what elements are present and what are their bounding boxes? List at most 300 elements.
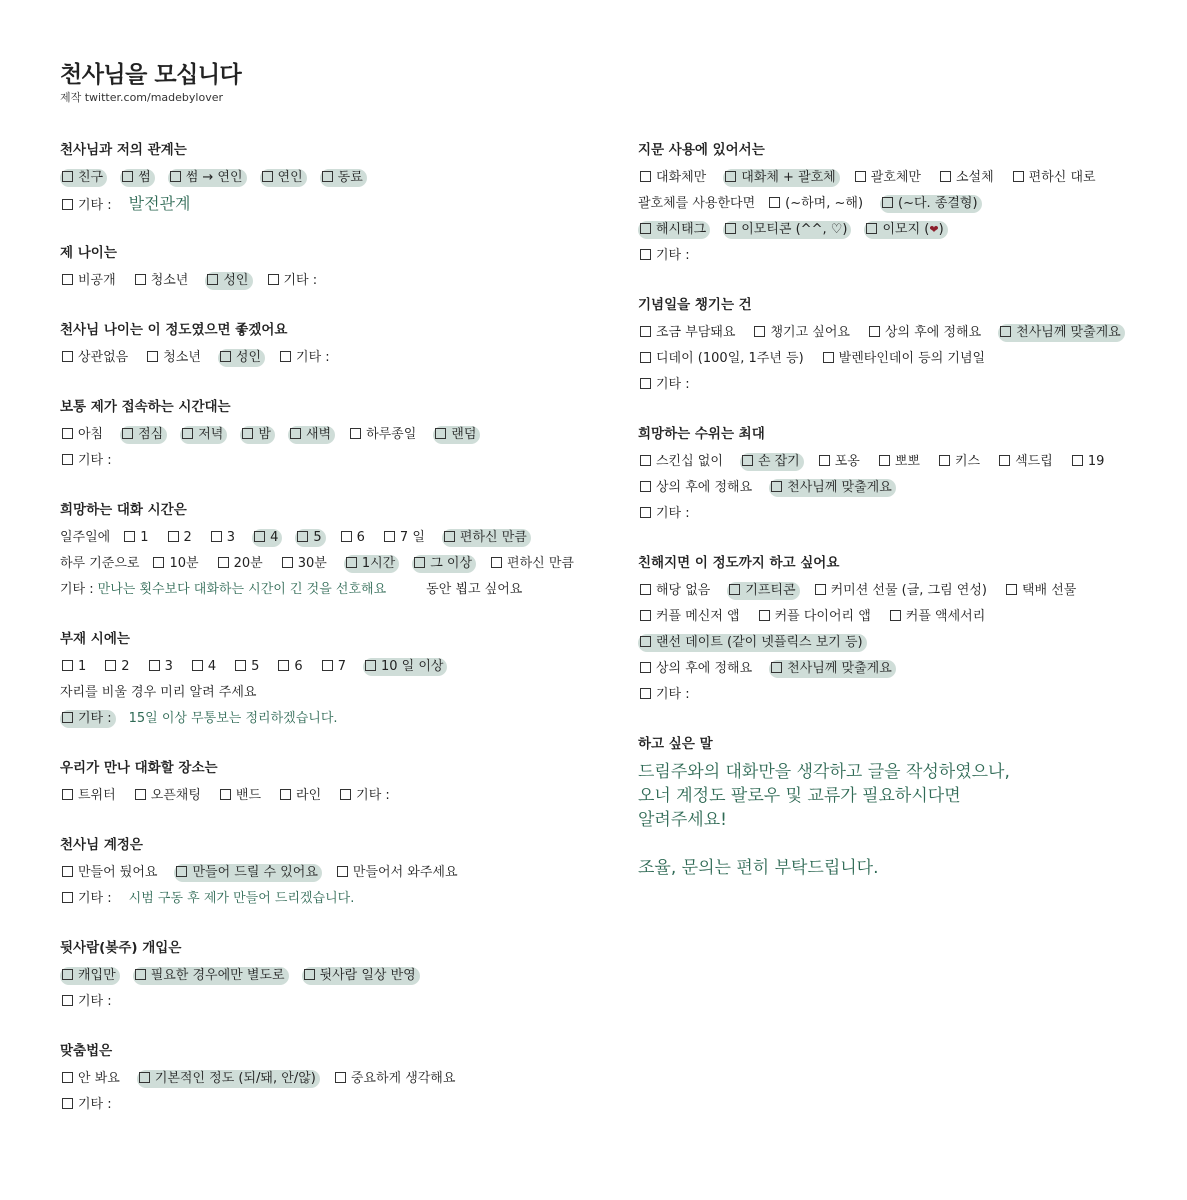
checkbox-option[interactable] bbox=[280, 555, 331, 573]
checkbox-option[interactable] bbox=[260, 169, 307, 187]
checkbox[interactable] bbox=[182, 428, 193, 439]
checkbox[interactable] bbox=[879, 455, 890, 466]
checkbox[interactable] bbox=[337, 866, 348, 877]
question-title: 제 나이는 bbox=[60, 245, 117, 261]
checkbox-option[interactable] bbox=[233, 658, 263, 676]
checkbox-option[interactable] bbox=[216, 555, 267, 573]
checkbox[interactable] bbox=[640, 507, 651, 518]
checkbox[interactable] bbox=[1006, 584, 1017, 595]
option-label: 랜덤 bbox=[451, 427, 477, 442]
checkbox[interactable] bbox=[729, 584, 740, 595]
checkbox-option[interactable] bbox=[412, 555, 476, 573]
checkbox-option[interactable] bbox=[335, 864, 462, 882]
checkbox[interactable] bbox=[640, 378, 651, 389]
checkbox[interactable] bbox=[819, 455, 830, 466]
checkbox-option[interactable] bbox=[821, 350, 989, 368]
checkbox-option[interactable] bbox=[60, 658, 90, 676]
checkbox-option[interactable] bbox=[638, 324, 739, 342]
checkbox[interactable] bbox=[62, 660, 73, 671]
checkbox-option[interactable] bbox=[877, 453, 924, 471]
checkbox-option[interactable] bbox=[218, 349, 265, 367]
checkbox-option[interactable] bbox=[320, 658, 350, 676]
checkbox[interactable] bbox=[153, 557, 164, 568]
checkbox[interactable] bbox=[139, 1072, 150, 1083]
checkbox-option[interactable] bbox=[888, 608, 989, 626]
checkbox[interactable] bbox=[280, 351, 291, 362]
checkbox-option[interactable] bbox=[295, 529, 325, 547]
option-label: 밴드 bbox=[235, 788, 262, 803]
checkbox[interactable] bbox=[62, 892, 73, 903]
checkbox[interactable] bbox=[365, 660, 376, 671]
option-label: 섹드립 bbox=[1015, 454, 1053, 469]
checkbox[interactable] bbox=[62, 351, 73, 362]
checkbox-option[interactable] bbox=[638, 169, 710, 187]
question-block bbox=[60, 758, 600, 809]
checkbox-option[interactable] bbox=[60, 967, 120, 985]
checkbox-option[interactable] bbox=[867, 324, 985, 342]
checkbox-option[interactable] bbox=[60, 272, 120, 290]
option-label: 4 bbox=[207, 659, 217, 674]
checkbox[interactable] bbox=[282, 557, 293, 568]
checkbox[interactable] bbox=[62, 199, 73, 210]
checkbox[interactable] bbox=[135, 789, 146, 800]
checkbox[interactable] bbox=[168, 531, 179, 542]
checkbox-option[interactable] bbox=[853, 169, 925, 187]
checkbox-option[interactable] bbox=[638, 350, 808, 368]
checkbox-option[interactable] bbox=[997, 453, 1057, 471]
checkbox-option[interactable] bbox=[998, 324, 1125, 342]
checkbox-option[interactable] bbox=[60, 864, 161, 882]
checkbox[interactable] bbox=[62, 995, 73, 1006]
checkbox-option[interactable] bbox=[638, 582, 714, 600]
checkbox-option[interactable] bbox=[348, 426, 420, 444]
checkbox[interactable] bbox=[262, 171, 273, 182]
checkbox-option[interactable] bbox=[1004, 582, 1080, 600]
row-text: 자리를 비울 경우 미리 알려 주세요 bbox=[60, 685, 257, 700]
checkbox-option[interactable] bbox=[338, 787, 394, 805]
checkbox-option[interactable] bbox=[757, 608, 875, 626]
checkbox[interactable] bbox=[149, 660, 160, 671]
checkbox[interactable] bbox=[640, 662, 651, 673]
checkbox-option[interactable] bbox=[723, 221, 851, 239]
checkbox[interactable] bbox=[290, 428, 301, 439]
option-row bbox=[60, 886, 600, 912]
checkbox-option[interactable] bbox=[60, 710, 116, 728]
option-label: 손 잡기 bbox=[757, 454, 800, 469]
checkbox[interactable] bbox=[278, 660, 289, 671]
checkbox-option[interactable] bbox=[344, 555, 399, 573]
checkbox[interactable] bbox=[176, 866, 187, 877]
option-label: 그 이상 bbox=[430, 556, 473, 571]
checkbox-option[interactable] bbox=[489, 555, 578, 573]
checkbox[interactable] bbox=[640, 352, 651, 363]
checkbox[interactable] bbox=[350, 428, 361, 439]
option-label: 썸 → 연인 bbox=[185, 170, 243, 185]
checkbox-option[interactable] bbox=[60, 426, 107, 444]
checkbox-option[interactable] bbox=[120, 169, 155, 187]
question-title: 친해지면 이 정도까지 하고 싶어요 bbox=[638, 555, 840, 571]
option-label: 해시태그 bbox=[656, 222, 707, 237]
checkbox[interactable] bbox=[640, 610, 651, 621]
checkbox-option[interactable] bbox=[769, 479, 896, 497]
checkbox[interactable] bbox=[340, 789, 351, 800]
checkbox[interactable] bbox=[62, 969, 73, 980]
checkbox[interactable] bbox=[62, 1072, 73, 1083]
checkbox-option[interactable] bbox=[218, 787, 265, 805]
checkbox-option[interactable] bbox=[133, 787, 205, 805]
checkbox-option[interactable] bbox=[137, 1070, 320, 1088]
option-label: 상의 후에 정해요 bbox=[884, 325, 982, 340]
checkbox[interactable] bbox=[823, 352, 834, 363]
option-row bbox=[60, 654, 600, 680]
option-label: 기타 : bbox=[78, 453, 112, 468]
checkbox-option[interactable] bbox=[60, 787, 120, 805]
checkbox-option[interactable] bbox=[168, 169, 247, 187]
checkbox[interactable] bbox=[640, 171, 651, 182]
checkbox[interactable] bbox=[640, 584, 651, 595]
checkbox[interactable] bbox=[1013, 171, 1024, 182]
option-row bbox=[638, 656, 1158, 682]
option-row bbox=[638, 578, 1158, 604]
checkbox[interactable] bbox=[280, 789, 291, 800]
checkbox[interactable] bbox=[170, 171, 181, 182]
checkbox[interactable] bbox=[62, 171, 73, 182]
checkbox-option[interactable] bbox=[320, 169, 367, 187]
checkbox-option[interactable] bbox=[120, 426, 167, 444]
checkbox[interactable] bbox=[640, 249, 651, 260]
checkbox-option[interactable] bbox=[166, 529, 196, 547]
checkbox[interactable] bbox=[268, 274, 279, 285]
checkbox[interactable] bbox=[414, 557, 425, 568]
checkbox[interactable] bbox=[220, 789, 231, 800]
checkbox-option[interactable] bbox=[333, 1070, 460, 1088]
checkbox-option[interactable] bbox=[813, 582, 991, 600]
checkbox[interactable] bbox=[815, 584, 826, 595]
checkbox[interactable] bbox=[1000, 326, 1011, 337]
checkbox[interactable] bbox=[242, 428, 253, 439]
checkbox-option[interactable] bbox=[180, 426, 227, 444]
row-prefix: 괄호체를 사용한다면 bbox=[638, 196, 756, 211]
checkbox[interactable] bbox=[62, 428, 73, 439]
checkbox-option[interactable] bbox=[727, 582, 799, 600]
credit-line: 제작 twitter.com/madebylover bbox=[60, 91, 224, 104]
answer-text: 발전관계 bbox=[128, 194, 191, 213]
checkbox-option[interactable] bbox=[147, 658, 177, 676]
option-label: 발렌타인데이 등의 기념일 bbox=[838, 351, 986, 366]
checkbox-option[interactable] bbox=[133, 967, 289, 985]
option-row bbox=[638, 449, 1158, 475]
option-row bbox=[60, 191, 600, 217]
option-label: 2 bbox=[121, 659, 130, 674]
option-label: 동료 bbox=[337, 170, 363, 185]
checkbox-option[interactable] bbox=[60, 349, 132, 367]
question-title: 희망하는 대화 시간은 bbox=[60, 502, 187, 518]
checkbox-option[interactable] bbox=[1011, 169, 1100, 187]
checkbox[interactable] bbox=[322, 660, 333, 671]
checkbox-option[interactable] bbox=[190, 658, 220, 676]
question-block bbox=[638, 734, 1158, 880]
checkbox-option[interactable] bbox=[363, 658, 447, 676]
option-row bbox=[60, 422, 600, 448]
option-label: 30분 bbox=[297, 556, 327, 571]
checkbox-option[interactable] bbox=[302, 967, 420, 985]
checkbox-option[interactable] bbox=[60, 169, 107, 187]
option-label: 기타 : bbox=[78, 198, 112, 213]
checkbox-option[interactable] bbox=[276, 658, 306, 676]
checkbox-option[interactable] bbox=[769, 660, 896, 678]
checkbox-option[interactable] bbox=[278, 349, 334, 367]
checkbox-option[interactable] bbox=[752, 324, 853, 342]
option-label: 커미션 선물 (글, 그림 연성) bbox=[830, 583, 987, 598]
checkbox[interactable] bbox=[640, 455, 651, 466]
option-label: 뽀뽀 bbox=[894, 454, 920, 469]
option-row bbox=[60, 268, 600, 294]
answer-text: 시범 구동 후 제가 만들어 드리겠습니다. bbox=[128, 891, 355, 906]
checkbox[interactable] bbox=[640, 223, 651, 234]
option-label: 기타 : bbox=[78, 711, 112, 726]
checkbox[interactable] bbox=[855, 171, 866, 182]
checkbox-option[interactable] bbox=[638, 247, 694, 265]
option-row bbox=[60, 577, 600, 603]
checkbox[interactable] bbox=[882, 197, 893, 208]
question-block bbox=[60, 835, 600, 912]
option-row bbox=[638, 475, 1158, 501]
left-column bbox=[60, 140, 600, 1144]
checkbox-option[interactable] bbox=[151, 555, 202, 573]
option-label: 대화체 + 괄호체 bbox=[741, 170, 836, 185]
checkbox[interactable] bbox=[218, 557, 229, 568]
option-row bbox=[638, 604, 1158, 630]
option-row bbox=[60, 525, 600, 551]
checkbox-option[interactable] bbox=[60, 1070, 124, 1088]
option-label: 기타 : bbox=[656, 248, 690, 263]
option-label: 하루종일 bbox=[366, 427, 417, 442]
checkbox-option[interactable] bbox=[740, 453, 804, 471]
checkbox-option[interactable] bbox=[638, 505, 694, 523]
checkbox[interactable] bbox=[62, 712, 73, 723]
checkbox[interactable] bbox=[769, 197, 780, 208]
checkbox-option[interactable] bbox=[60, 993, 116, 1011]
question-title: 기념일을 챙기는 건 bbox=[638, 297, 752, 313]
checkbox[interactable] bbox=[384, 531, 395, 542]
checkbox-option[interactable] bbox=[638, 686, 694, 704]
question-block bbox=[60, 1041, 600, 1118]
checkbox-option[interactable] bbox=[638, 634, 867, 652]
question-title: 부재 시에는 bbox=[60, 631, 130, 647]
option-row bbox=[638, 217, 1158, 243]
checkbox[interactable] bbox=[940, 171, 951, 182]
option-label: 10분 bbox=[169, 556, 199, 571]
option-row bbox=[60, 345, 600, 371]
option-row bbox=[60, 448, 600, 474]
checkbox-option[interactable] bbox=[240, 426, 275, 444]
checkbox[interactable] bbox=[346, 557, 357, 568]
checkbox[interactable] bbox=[297, 531, 308, 542]
option-label: 만들어 드릴 수 있어요 bbox=[192, 865, 318, 880]
option-label: 기프티콘 bbox=[745, 583, 796, 598]
answer-text: 15일 이상 무통보는 정리하겠습니다. bbox=[128, 711, 338, 726]
checkbox-option[interactable] bbox=[60, 890, 116, 908]
option-label: 6 bbox=[294, 659, 303, 674]
option-label: 커플 메신저 앱 bbox=[656, 609, 740, 624]
checkbox-option[interactable] bbox=[638, 479, 756, 497]
checkbox-option[interactable] bbox=[864, 221, 947, 239]
checkbox-option[interactable] bbox=[103, 658, 133, 676]
checkbox[interactable] bbox=[869, 326, 880, 337]
checkbox-option[interactable] bbox=[252, 529, 282, 547]
option-label: (~하며, ~해) bbox=[785, 196, 864, 211]
checkbox[interactable] bbox=[890, 610, 901, 621]
checkbox[interactable] bbox=[62, 789, 73, 800]
checkbox-option[interactable] bbox=[638, 608, 744, 626]
option-label: 포옹 bbox=[834, 454, 860, 469]
checkbox[interactable] bbox=[135, 274, 146, 285]
option-label: 편하신 대로 bbox=[1028, 170, 1096, 185]
checkbox[interactable] bbox=[211, 531, 222, 542]
option-row bbox=[60, 860, 600, 886]
option-label: 기타 : bbox=[78, 1097, 112, 1112]
checkbox[interactable] bbox=[62, 1098, 73, 1109]
option-label: 만들어 뒀어요 bbox=[78, 865, 158, 880]
page-title: 천사님을 모십니다 bbox=[60, 62, 242, 88]
checkbox-option[interactable] bbox=[638, 376, 694, 394]
option-label: 필요한 경우에만 별도로 bbox=[150, 968, 285, 983]
checkbox-option[interactable] bbox=[723, 169, 840, 187]
checkbox[interactable] bbox=[147, 351, 158, 362]
checkbox-option[interactable] bbox=[339, 529, 369, 547]
checkbox-option[interactable] bbox=[60, 197, 116, 215]
checkbox-option[interactable] bbox=[122, 529, 152, 547]
checkbox-option[interactable] bbox=[174, 864, 321, 882]
checkbox-option[interactable] bbox=[638, 660, 756, 678]
option-label: 3 bbox=[164, 659, 173, 674]
checkbox[interactable] bbox=[304, 969, 315, 980]
checkbox-option[interactable] bbox=[880, 195, 982, 213]
checkbox[interactable] bbox=[254, 531, 265, 542]
checkbox[interactable] bbox=[105, 660, 116, 671]
option-label: 성인 bbox=[223, 273, 249, 288]
checkbox[interactable] bbox=[444, 531, 455, 542]
checkbox-option[interactable] bbox=[266, 272, 322, 290]
checkbox[interactable] bbox=[341, 531, 352, 542]
option-label: 1시간 bbox=[361, 556, 396, 571]
option-label: 오픈채팅 bbox=[150, 788, 201, 803]
checkbox-option[interactable] bbox=[382, 529, 429, 547]
option-label: 상의 후에 정해요 bbox=[656, 480, 753, 495]
checkbox[interactable] bbox=[866, 223, 877, 234]
checkbox[interactable] bbox=[192, 660, 203, 671]
checkbox[interactable] bbox=[1072, 455, 1083, 466]
checkbox[interactable] bbox=[62, 454, 73, 465]
question-title: 희망하는 수위는 최대 bbox=[638, 426, 765, 442]
option-label: 뒷사람 일상 반영 bbox=[319, 968, 416, 983]
right-column bbox=[638, 140, 1158, 906]
checkbox[interactable] bbox=[939, 455, 950, 466]
checkbox[interactable] bbox=[335, 1072, 346, 1083]
checkbox-option[interactable] bbox=[638, 453, 727, 471]
row-suffix: 동안 뵙고 싶어요 bbox=[426, 582, 523, 597]
checkbox[interactable] bbox=[640, 326, 651, 337]
checkbox[interactable] bbox=[235, 660, 246, 671]
checkbox[interactable] bbox=[62, 274, 73, 285]
checkbox-option[interactable] bbox=[278, 787, 325, 805]
checkbox[interactable] bbox=[122, 171, 133, 182]
checkbox[interactable] bbox=[759, 610, 770, 621]
option-row bbox=[638, 346, 1158, 372]
checkbox[interactable] bbox=[322, 171, 333, 182]
question-block bbox=[638, 553, 1158, 708]
question-block bbox=[60, 629, 600, 732]
checkbox-option[interactable] bbox=[638, 221, 710, 239]
checkbox[interactable] bbox=[220, 351, 231, 362]
checkbox-option[interactable] bbox=[442, 529, 531, 547]
option-label: 1 bbox=[140, 530, 149, 545]
checkbox-option[interactable] bbox=[1070, 453, 1109, 471]
option-row bbox=[60, 1066, 600, 1092]
question-title: 뒷사람(봊주) 개입은 bbox=[60, 940, 182, 956]
option-label: 라인 bbox=[296, 788, 322, 803]
option-label: 5 bbox=[313, 530, 322, 545]
checkbox-option[interactable] bbox=[60, 452, 116, 470]
checkbox-option[interactable] bbox=[288, 426, 335, 444]
question-title: 천사님 나이는 이 정도였으면 좋겠어요 bbox=[60, 322, 288, 338]
option-label: 기타 : bbox=[78, 994, 112, 1009]
checkbox-option[interactable] bbox=[205, 272, 252, 290]
checkbox-option[interactable] bbox=[145, 349, 205, 367]
option-label: 이모티콘 (^^, ♡) bbox=[741, 222, 848, 237]
checkbox-option[interactable] bbox=[433, 426, 480, 444]
option-label: 청소년 bbox=[163, 350, 201, 365]
option-label: 기본적인 정도 (되/돼, 안/않) bbox=[154, 1071, 316, 1086]
checkbox[interactable] bbox=[124, 531, 135, 542]
option-label: 편하신 만큼 bbox=[507, 556, 574, 571]
checkbox-option[interactable] bbox=[937, 453, 984, 471]
checkbox[interactable] bbox=[999, 455, 1010, 466]
option-row bbox=[638, 630, 1158, 656]
checkbox[interactable] bbox=[771, 481, 782, 492]
checkbox[interactable] bbox=[725, 223, 736, 234]
option-label: 기타 : bbox=[78, 891, 112, 906]
option-label: 연인 bbox=[277, 170, 303, 185]
checkbox[interactable] bbox=[771, 662, 782, 673]
message-text: 드림주와의 대화만을 생각하고 글을 작성하였으나, 오너 계정도 팔로우 및 교류가 필요하시다면 알려주세요! 조율, 문의는 편히 부탁드립니다. bbox=[638, 762, 1010, 878]
checkbox[interactable] bbox=[640, 636, 651, 647]
checkbox[interactable] bbox=[62, 866, 73, 877]
question-title: 우리가 만나 대화할 장소는 bbox=[60, 760, 218, 776]
checkbox-option[interactable] bbox=[767, 195, 867, 213]
option-label: 중요하게 생각해요 bbox=[350, 1071, 456, 1086]
checkbox-option[interactable] bbox=[938, 169, 998, 187]
checkbox-option[interactable] bbox=[133, 272, 193, 290]
checkbox[interactable] bbox=[725, 171, 736, 182]
checkbox-option[interactable] bbox=[209, 529, 239, 547]
option-row bbox=[638, 165, 1158, 191]
checkbox-option[interactable] bbox=[817, 453, 864, 471]
checkbox[interactable] bbox=[207, 274, 218, 285]
checkbox[interactable] bbox=[491, 557, 502, 568]
checkbox[interactable] bbox=[135, 969, 146, 980]
option-label: 이모지 (❤) bbox=[882, 222, 944, 237]
checkbox[interactable] bbox=[640, 688, 651, 699]
checkbox[interactable] bbox=[122, 428, 133, 439]
option-label: 2 bbox=[183, 530, 192, 545]
checkbox[interactable] bbox=[742, 455, 753, 466]
checkbox[interactable] bbox=[754, 326, 765, 337]
checkbox-option[interactable] bbox=[60, 1096, 116, 1114]
checkbox[interactable] bbox=[640, 481, 651, 492]
option-label: 4 bbox=[270, 530, 279, 545]
checkbox[interactable] bbox=[435, 428, 446, 439]
